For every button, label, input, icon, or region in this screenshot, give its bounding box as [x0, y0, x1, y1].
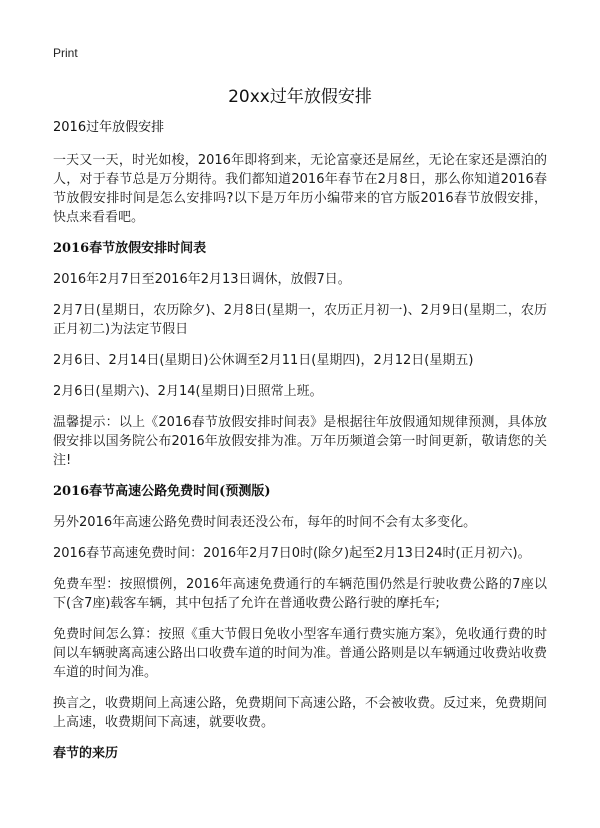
section-heading-schedule: 2016春节放假安排时间表: [53, 241, 207, 256]
article-subtitle: 2016过年放假安排: [53, 120, 165, 135]
print-link[interactable]: Print: [53, 46, 78, 60]
section-heading-origin: 春节的来历: [53, 746, 119, 761]
highway-paragraph-2: 2016春节高速免费时间：2016年2月7日0时(除夕)起至2月13日24时(正月初六)。: [53, 546, 531, 561]
schedule-paragraph-1: 2016年2月7日至2016年2月13日调休，放假7日。: [53, 272, 351, 287]
intro-paragraph: 一天又一天，时光如梭，2016年即将到来，无论富豪还是屌丝，无论在家还是漂泊的人，对于春节总是万分期待。我们都知道2016年春节在2月8日，那么你知道2016春节放假安排时间是怎么安排吗?以下是万年历小编带来的官方版2016春节放假安排，快点来看看吧。: [53, 153, 547, 225]
article-body: [53, 118, 547, 775]
schedule-paragraph-3: 2月6日、2月14日(星期日)公休调至2月11日(星期四)，2月12日(星期五): [53, 353, 474, 368]
schedule-paragraph-2: 2月7日(星期日，农历除夕)、2月8日(星期一，农历正月初一)、2月9日(星期二，农历正月初二)为法定节假日: [53, 303, 547, 337]
highway-paragraph-1: 另外2016年高速公路免费时间表还没公布，每年的时间不会有太多变化。: [53, 515, 477, 530]
schedule-paragraph-4: 2月6日(星期六)、2月14(星期日)日照常上班。: [53, 384, 323, 399]
highway-paragraph-5: 换言之，收费期间上高速公路，免费期间下高速公路，不会被收费。反过来，免费期间上高速，收费期间下高速，就要收费。: [53, 696, 548, 730]
highway-paragraph-3: 免费车型：按照惯例，2016年高速免费通行的车辆范围仍然是行驶收费公路的7座以下(含7座)载客车辆，其中包括了允许在普通收费公路行驶的摩托车;: [53, 577, 547, 611]
schedule-tip-paragraph: 温馨提示：以上《2016春节放假安排时间表》是根据往年放假通知规律预测，具体放假安排以国务院公布2016年放假安排为准。万年历频道会第一时间更新，敬请您的关注!: [53, 415, 547, 468]
highway-paragraph-4: 免费时间怎么算：按照《重大节假日免收小型客车通行费实施方案》，免收通行费的时间以车辆驶离高速公路出口收费车道的时间为准。普通公路则是以车辆通过收费站收费车道的时间为准。: [53, 627, 548, 680]
document-title: 20xx过年放假安排: [228, 87, 372, 107]
section-heading-highway: 2016春节高速公路免费时间(预测版): [53, 484, 271, 499]
